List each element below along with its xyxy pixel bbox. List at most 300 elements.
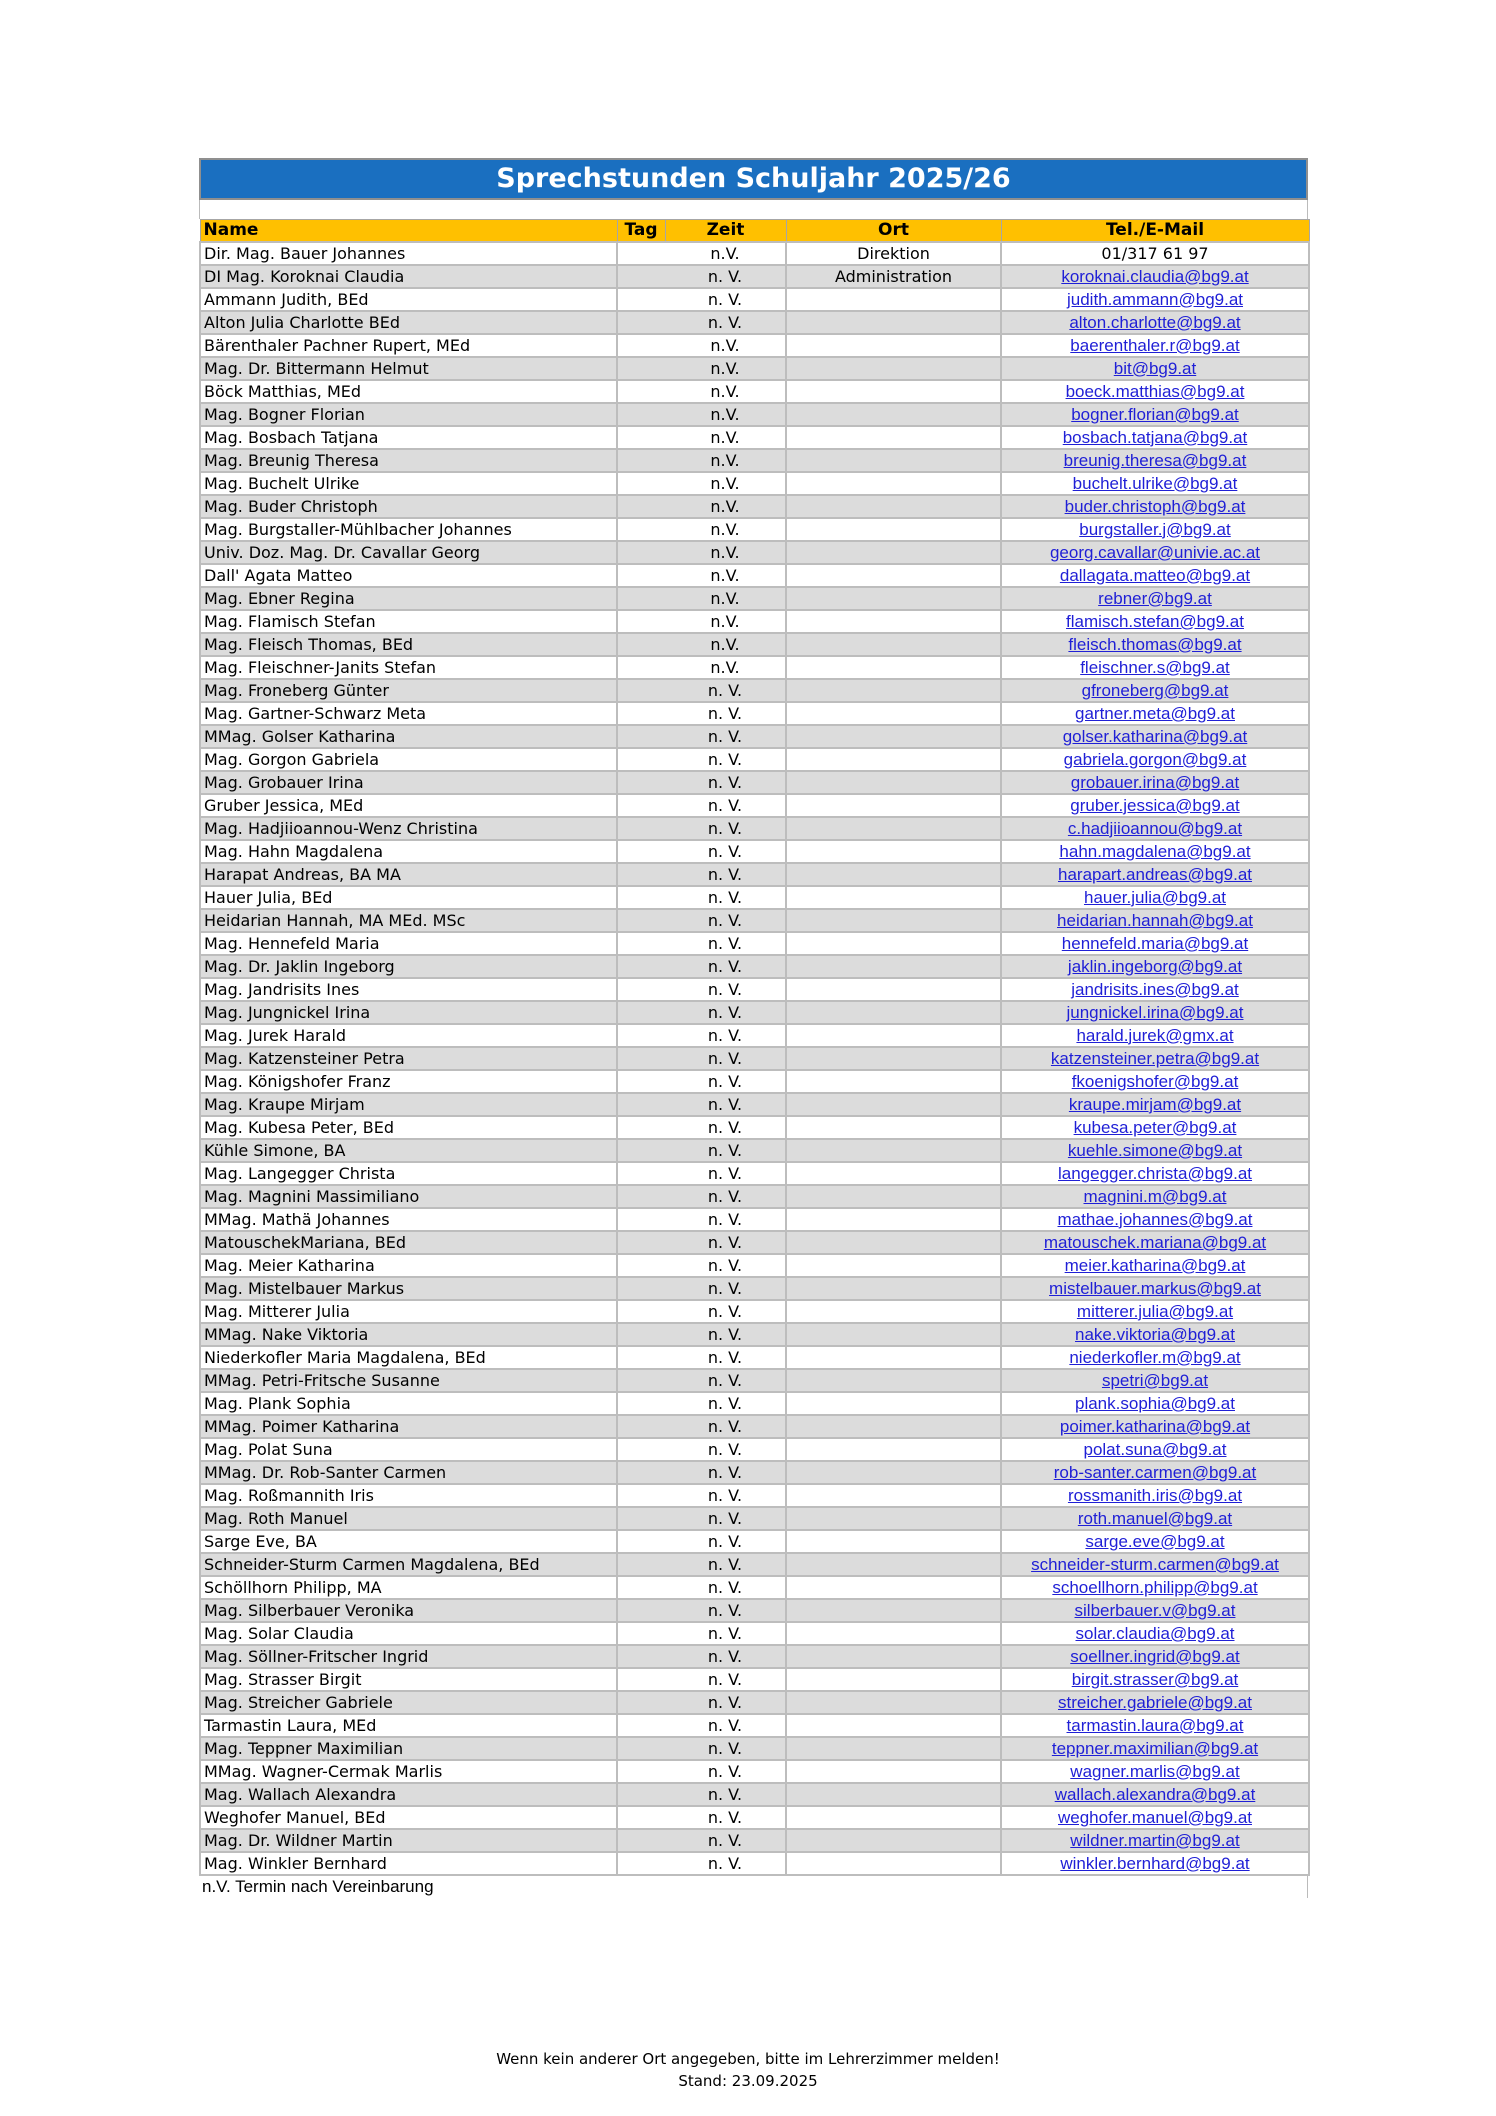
email-link[interactable]: polat.suna@bg9.at xyxy=(1083,1439,1227,1459)
table-row xyxy=(200,1484,1309,1507)
teacher-name: Mag. Jungnickel Irina xyxy=(200,1001,617,1024)
day-cell xyxy=(617,242,665,265)
day-cell xyxy=(617,633,665,656)
location-cell xyxy=(786,587,1001,610)
location-cell xyxy=(786,1645,1001,1668)
time-cell: n. V. xyxy=(665,1231,786,1254)
email-link[interactable]: kubesa.peter@bg9.at xyxy=(1073,1117,1237,1137)
location-cell xyxy=(786,1599,1001,1622)
teacher-name: Mag. Fleischner-Janits Stefan xyxy=(200,656,617,679)
email-link[interactable]: buchelt.ulrike@bg9.at xyxy=(1072,473,1238,493)
day-cell xyxy=(617,1024,665,1047)
time-cell: n. V. xyxy=(665,1484,786,1507)
email-link[interactable]: poimer.katharina@bg9.at xyxy=(1059,1416,1251,1436)
day-cell xyxy=(617,1323,665,1346)
teacher-name: Bärenthaler Pachner Rupert, MEd xyxy=(200,334,617,357)
time-cell: n. V. xyxy=(665,1645,786,1668)
teacher-name: Sarge Eve, BA xyxy=(200,1530,617,1553)
table-row xyxy=(200,564,1309,587)
location-cell xyxy=(786,1116,1001,1139)
email-link[interactable]: baerenthaler.r@bg9.at xyxy=(1070,335,1240,355)
teacher-name: MMag. Petri-Fritsche Susanne xyxy=(200,1369,617,1392)
location-cell xyxy=(786,1783,1001,1806)
table-row xyxy=(200,886,1309,909)
table-row xyxy=(200,1415,1309,1438)
location-cell xyxy=(786,679,1001,702)
teacher-name: MMag. Poimer Katharina xyxy=(200,1415,617,1438)
time-cell: n.V. xyxy=(665,587,786,610)
email-link[interactable]: bosbach.tatjana@bg9.at xyxy=(1062,427,1248,447)
email-link[interactable]: streicher.gabriele@bg9.at xyxy=(1058,1692,1252,1712)
location-cell xyxy=(786,1162,1001,1185)
column-header-ort: Ort xyxy=(786,220,1001,242)
teacher-name: Alton Julia Charlotte BEd xyxy=(200,311,617,334)
table-row xyxy=(200,1461,1309,1484)
contact-cell xyxy=(1001,725,1309,748)
contact-cell xyxy=(1001,1691,1309,1714)
email-link[interactable]: mitterer.julia@bg9.at xyxy=(1076,1301,1234,1321)
contact-cell xyxy=(1001,955,1309,978)
teacher-name: Mag. Roßmannith Iris xyxy=(200,1484,617,1507)
contact-cell xyxy=(1001,426,1309,449)
day-cell xyxy=(617,702,665,725)
table-row xyxy=(200,426,1309,449)
email-link[interactable]: dallagata.matteo@bg9.at xyxy=(1059,565,1251,585)
email-link[interactable]: buder.christoph@bg9.at xyxy=(1064,496,1246,516)
table-row xyxy=(200,311,1309,334)
teacher-name: Mag. Bogner Florian xyxy=(200,403,617,426)
contact-cell xyxy=(1001,1576,1309,1599)
time-cell: n. V. xyxy=(665,1691,786,1714)
teacher-name: DI Mag. Koroknai Claudia xyxy=(200,265,617,288)
location-cell xyxy=(786,1323,1001,1346)
email-link[interactable]: hennefeld.maria@bg9.at xyxy=(1061,933,1249,953)
time-cell: n. V. xyxy=(665,1553,786,1576)
teacher-name: Mag. Winkler Bernhard xyxy=(200,1852,617,1875)
day-cell xyxy=(617,1668,665,1691)
table-row xyxy=(200,1576,1309,1599)
location-cell xyxy=(786,656,1001,679)
day-cell xyxy=(617,1461,665,1484)
day-cell xyxy=(617,426,665,449)
email-link[interactable]: fleisch.thomas@bg9.at xyxy=(1068,634,1242,654)
location-cell xyxy=(786,702,1001,725)
email-link[interactable]: schneider-sturm.carmen@bg9.at xyxy=(1031,1554,1279,1574)
teacher-name: Mag. Roth Manuel xyxy=(200,1507,617,1530)
location-cell xyxy=(786,1047,1001,1070)
day-cell xyxy=(617,771,665,794)
contact-cell xyxy=(1001,1346,1309,1369)
contact-cell xyxy=(1001,633,1309,656)
day-cell xyxy=(617,449,665,472)
email-link[interactable]: nake.viktoria@bg9.at xyxy=(1075,1324,1235,1344)
table-row xyxy=(200,1645,1309,1668)
table-row xyxy=(200,1093,1309,1116)
email-link[interactable]: silberbauer.v@bg9.at xyxy=(1074,1600,1236,1620)
table-row xyxy=(200,1530,1309,1553)
footer-date: Stand: 23.09.2025 xyxy=(678,2072,818,2090)
teacher-name: Dall' Agata Matteo xyxy=(200,564,617,587)
contact-cell xyxy=(1001,1714,1309,1737)
location-cell xyxy=(786,541,1001,564)
table-row xyxy=(200,334,1309,357)
email-link[interactable]: judith.ammann@bg9.at xyxy=(1066,289,1244,309)
location-cell xyxy=(786,518,1001,541)
email-link[interactable]: soellner.ingrid@bg9.at xyxy=(1070,1646,1240,1666)
table-header-row xyxy=(200,220,1309,242)
table-row xyxy=(200,1231,1309,1254)
location-cell xyxy=(786,334,1001,357)
table-row xyxy=(200,449,1309,472)
teacher-name: Heidarian Hannah, MA MEd. MSc xyxy=(200,909,617,932)
email-link[interactable]: jandrisits.ines@bg9.at xyxy=(1071,979,1239,999)
table-row xyxy=(200,679,1309,702)
legend-note: n.V. Termin nach Vereinbarung xyxy=(199,1876,1308,1898)
time-cell: n. V. xyxy=(665,1829,786,1852)
time-cell: n. V. xyxy=(665,1277,786,1300)
time-cell: n. V. xyxy=(665,1392,786,1415)
email-link[interactable]: meier.katharina@bg9.at xyxy=(1064,1255,1246,1275)
day-cell xyxy=(617,472,665,495)
teacher-name: Mag. Fleisch Thomas, BEd xyxy=(200,633,617,656)
table-row xyxy=(200,794,1309,817)
table-row xyxy=(200,955,1309,978)
time-cell: n. V. xyxy=(665,1346,786,1369)
time-cell: n. V. xyxy=(665,1254,786,1277)
email-link[interactable]: golser.katharina@bg9.at xyxy=(1062,726,1248,746)
day-cell xyxy=(617,817,665,840)
email-link[interactable]: boeck.matthias@bg9.at xyxy=(1065,381,1245,401)
day-cell xyxy=(617,518,665,541)
email-link[interactable]: gruber.jessica@bg9.at xyxy=(1070,795,1240,815)
email-link[interactable]: teppner.maximilian@bg9.at xyxy=(1051,1738,1259,1758)
day-cell xyxy=(617,1507,665,1530)
teacher-name: Mag. Hennefeld Maria xyxy=(200,932,617,955)
time-cell: n.V. xyxy=(665,610,786,633)
footer xyxy=(0,2048,1496,2092)
contact-cell xyxy=(1001,288,1309,311)
location-cell xyxy=(786,380,1001,403)
email-link[interactable]: spetri@bg9.at xyxy=(1101,1370,1209,1390)
time-cell: n. V. xyxy=(665,1461,786,1484)
email-link[interactable]: gfroneberg@bg9.at xyxy=(1081,680,1229,700)
email-link[interactable]: mathae.johannes@bg9.at xyxy=(1057,1209,1253,1229)
teacher-name: Mag. Katzensteiner Petra xyxy=(200,1047,617,1070)
day-cell xyxy=(617,541,665,564)
contact-cell xyxy=(1001,1760,1309,1783)
day-cell xyxy=(617,1231,665,1254)
time-cell: n. V. xyxy=(665,1070,786,1093)
email-link[interactable]: hauer.julia@bg9.at xyxy=(1083,887,1227,907)
contact-cell xyxy=(1001,1668,1309,1691)
email-link[interactable]: magnini.m@bg9.at xyxy=(1083,1186,1227,1206)
contact-cell xyxy=(1001,1737,1309,1760)
email-link[interactable]: rebner@bg9.at xyxy=(1098,588,1212,608)
time-cell: n. V. xyxy=(665,1668,786,1691)
teacher-name: Mag. Meier Katharina xyxy=(200,1254,617,1277)
email-link[interactable]: wildner.martin@bg9.at xyxy=(1070,1830,1240,1850)
teacher-name: Mag. Hahn Magdalena xyxy=(200,840,617,863)
time-cell: n.V. xyxy=(665,403,786,426)
teacher-name: Mag. Breunig Theresa xyxy=(200,449,617,472)
table-row xyxy=(200,472,1309,495)
table-row xyxy=(200,495,1309,518)
teacher-name: Mag. Teppner Maximilian xyxy=(200,1737,617,1760)
column-header-name: Name xyxy=(200,220,617,242)
location-cell xyxy=(786,610,1001,633)
email-link[interactable]: harapart.andreas@bg9.at xyxy=(1058,864,1252,884)
contact-cell xyxy=(1001,909,1309,932)
day-cell xyxy=(617,1438,665,1461)
table-row xyxy=(200,1852,1309,1875)
email-link[interactable]: jungnickel.irina@bg9.at xyxy=(1066,1002,1244,1022)
teacher-name: Mag. Dr. Jaklin Ingeborg xyxy=(200,955,617,978)
email-link[interactable]: wagner.marlis@bg9.at xyxy=(1070,1761,1240,1781)
time-cell: n. V. xyxy=(665,1116,786,1139)
teacher-name: Mag. Flamisch Stefan xyxy=(200,610,617,633)
contact-cell xyxy=(1001,1415,1309,1438)
email-link[interactable]: heidarian.hannah@bg9.at xyxy=(1057,910,1253,930)
title-spacer xyxy=(199,200,1308,219)
location-cell xyxy=(786,1507,1001,1530)
time-cell: n. V. xyxy=(665,725,786,748)
teacher-name: Mag. Kraupe Mirjam xyxy=(200,1093,617,1116)
email-link[interactable]: birgit.strasser@bg9.at xyxy=(1071,1669,1239,1689)
email-link[interactable]: sarge.eve@bg9.at xyxy=(1085,1531,1225,1551)
table-row xyxy=(200,656,1309,679)
table-row xyxy=(200,1783,1309,1806)
time-cell: n. V. xyxy=(665,311,786,334)
teacher-name: Mag. Gorgon Gabriela xyxy=(200,748,617,771)
table-body xyxy=(200,242,1309,1875)
email-link[interactable]: winkler.bernhard@bg9.at xyxy=(1060,1853,1250,1873)
table-row xyxy=(200,932,1309,955)
table-row xyxy=(200,242,1309,265)
teacher-name: MMag. Golser Katharina xyxy=(200,725,617,748)
location-cell xyxy=(786,1415,1001,1438)
location-cell xyxy=(786,1806,1001,1829)
time-cell: n. V. xyxy=(665,1576,786,1599)
teacher-name: Mag. Burgstaller-Mühlbacher Johannes xyxy=(200,518,617,541)
teacher-name: Univ. Doz. Mag. Dr. Cavallar Georg xyxy=(200,541,617,564)
location-cell xyxy=(786,311,1001,334)
table-row xyxy=(200,1116,1309,1139)
teacher-name: Niederkofler Maria Magdalena, BEd xyxy=(200,1346,617,1369)
teacher-name: Mag. Mistelbauer Markus xyxy=(200,1277,617,1300)
teacher-name: Mag. Langegger Christa xyxy=(200,1162,617,1185)
day-cell xyxy=(617,1415,665,1438)
teacher-name: Mag. Dr. Bittermann Helmut xyxy=(200,357,617,380)
day-cell xyxy=(617,587,665,610)
teacher-name: Mag. Polat Suna xyxy=(200,1438,617,1461)
time-cell: n.V. xyxy=(665,449,786,472)
email-link[interactable]: rob-santer.carmen@bg9.at xyxy=(1053,1462,1257,1482)
day-cell xyxy=(617,1116,665,1139)
table-row xyxy=(200,587,1309,610)
time-cell: n. V. xyxy=(665,978,786,1001)
contact-cell xyxy=(1001,840,1309,863)
teacher-name: Mag. Kubesa Peter, BEd xyxy=(200,1116,617,1139)
time-cell: n. V. xyxy=(665,265,786,288)
contact-cell xyxy=(1001,334,1309,357)
contact-cell xyxy=(1001,1300,1309,1323)
table-row xyxy=(200,1001,1309,1024)
location-cell xyxy=(786,1714,1001,1737)
teacher-name: Mag. Magnini Massimiliano xyxy=(200,1185,617,1208)
table-row xyxy=(200,518,1309,541)
day-cell xyxy=(617,311,665,334)
contact-cell xyxy=(1001,1599,1309,1622)
time-cell: n. V. xyxy=(665,1714,786,1737)
email-link[interactable]: kraupe.mirjam@bg9.at xyxy=(1068,1094,1242,1114)
contact-cell xyxy=(1001,610,1309,633)
email-link[interactable]: solar.claudia@bg9.at xyxy=(1075,1623,1235,1643)
contact-cell xyxy=(1001,357,1309,380)
email-link[interactable]: fkoenigshofer@bg9.at xyxy=(1071,1071,1239,1091)
teacher-name: Mag. Streicher Gabriele xyxy=(200,1691,617,1714)
location-cell xyxy=(786,1668,1001,1691)
table-row xyxy=(200,817,1309,840)
contact-cell xyxy=(1001,1116,1309,1139)
teacher-name: Mag. Dr. Wildner Martin xyxy=(200,1829,617,1852)
day-cell xyxy=(617,1829,665,1852)
email-link[interactable]: plank.sophia@bg9.at xyxy=(1075,1393,1235,1413)
email-link[interactable]: bogner.florian@bg9.at xyxy=(1071,404,1239,424)
contact-cell xyxy=(1001,863,1309,886)
time-cell: n. V. xyxy=(665,1737,786,1760)
time-cell: n. V. xyxy=(665,748,786,771)
email-link[interactable]: gartner.meta@bg9.at xyxy=(1075,703,1235,723)
location-cell xyxy=(786,817,1001,840)
contact-cell xyxy=(1001,1139,1309,1162)
table-row xyxy=(200,1277,1309,1300)
time-cell: n. V. xyxy=(665,1599,786,1622)
teacher-name: Mag. Plank Sophia xyxy=(200,1392,617,1415)
email-link[interactable]: wallach.alexandra@bg9.at xyxy=(1054,1784,1256,1804)
table-row xyxy=(200,288,1309,311)
day-cell xyxy=(617,1369,665,1392)
email-link[interactable]: flamisch.stefan@bg9.at xyxy=(1066,611,1244,631)
email-link[interactable]: mistelbauer.markus@bg9.at xyxy=(1049,1278,1261,1298)
time-cell: n. V. xyxy=(665,288,786,311)
table-row xyxy=(200,541,1309,564)
day-cell xyxy=(617,1300,665,1323)
email-link[interactable]: langegger.christa@bg9.at xyxy=(1058,1163,1252,1183)
teacher-name: Mag. Froneberg Günter xyxy=(200,679,617,702)
email-link[interactable]: georg.cavallar@univie.ac.at xyxy=(1049,542,1261,562)
email-link[interactable]: schoellhorn.philipp@bg9.at xyxy=(1052,1577,1258,1597)
contact-cell xyxy=(1001,1507,1309,1530)
contact-cell xyxy=(1001,1553,1309,1576)
teacher-name: MMag. Nake Viktoria xyxy=(200,1323,617,1346)
day-cell xyxy=(617,1530,665,1553)
email-link[interactable]: niederkofler.m@bg9.at xyxy=(1069,1347,1241,1367)
email-link[interactable]: matouschek.mariana@bg9.at xyxy=(1043,1232,1267,1252)
email-link[interactable]: koroknai.claudia@bg9.at xyxy=(1061,266,1249,286)
location-cell xyxy=(786,1139,1001,1162)
table-row xyxy=(200,1714,1309,1737)
location-cell xyxy=(786,748,1001,771)
email-link[interactable]: harald.jurek@gmx.at xyxy=(1076,1025,1234,1045)
location-cell xyxy=(786,426,1001,449)
contact-cell xyxy=(1001,702,1309,725)
day-cell xyxy=(617,1208,665,1231)
table-row xyxy=(200,725,1309,748)
email-link[interactable]: kuehle.simone@bg9.at xyxy=(1067,1140,1243,1160)
teacher-name: Harapat Andreas, BA MA xyxy=(200,863,617,886)
day-cell xyxy=(617,840,665,863)
day-cell xyxy=(617,1622,665,1645)
email-link[interactable]: grobauer.irina@bg9.at xyxy=(1070,772,1240,792)
time-cell: n.V. xyxy=(665,564,786,587)
location-cell xyxy=(786,403,1001,426)
location-cell xyxy=(786,1024,1001,1047)
contact-cell xyxy=(1001,932,1309,955)
teacher-name: MMag. Dr. Rob-Santer Carmen xyxy=(200,1461,617,1484)
time-cell: n.V. xyxy=(665,472,786,495)
email-link[interactable]: breunig.theresa@bg9.at xyxy=(1063,450,1247,470)
table-row xyxy=(200,1208,1309,1231)
email-link[interactable]: bit@bg9.at xyxy=(1113,358,1197,378)
email-link[interactable]: roth.manuel@bg9.at xyxy=(1077,1508,1233,1528)
day-cell xyxy=(617,380,665,403)
email-link[interactable]: tarmastin.laura@bg9.at xyxy=(1066,1715,1244,1735)
teacher-name: Mag. Gartner-Schwarz Meta xyxy=(200,702,617,725)
time-cell: n. V. xyxy=(665,1530,786,1553)
location-cell xyxy=(786,1300,1001,1323)
time-cell: n.V. xyxy=(665,426,786,449)
contact-cell xyxy=(1001,1484,1309,1507)
contact-cell xyxy=(1001,1323,1309,1346)
table-row xyxy=(200,1691,1309,1714)
email-link[interactable]: rossmanith.iris@bg9.at xyxy=(1067,1485,1243,1505)
email-link[interactable]: weghofer.manuel@bg9.at xyxy=(1058,1807,1252,1827)
email-link[interactable]: burgstaller.j@bg9.at xyxy=(1079,519,1231,539)
table-row xyxy=(200,1162,1309,1185)
email-link[interactable]: gabriela.gorgon@bg9.at xyxy=(1063,749,1247,769)
table-row xyxy=(200,1392,1309,1415)
contact-cell xyxy=(1001,1185,1309,1208)
contact-cell xyxy=(1001,449,1309,472)
time-cell: n. V. xyxy=(665,1438,786,1461)
email-link[interactable]: hahn.magdalena@bg9.at xyxy=(1059,841,1251,861)
email-link[interactable]: fleischner.s@bg9.at xyxy=(1080,657,1230,677)
email-link[interactable]: alton.charlotte@bg9.at xyxy=(1069,312,1241,332)
email-link[interactable]: katzensteiner.petra@bg9.at xyxy=(1050,1048,1260,1068)
time-cell: n. V. xyxy=(665,1369,786,1392)
day-cell xyxy=(617,656,665,679)
location-cell xyxy=(786,1093,1001,1116)
email-link[interactable]: c.hadjiioannou@bg9.at xyxy=(1067,818,1243,838)
day-cell xyxy=(617,886,665,909)
location-cell xyxy=(786,794,1001,817)
email-link[interactable]: jaklin.ingeborg@bg9.at xyxy=(1067,956,1243,976)
table-row xyxy=(200,909,1309,932)
table-row xyxy=(200,771,1309,794)
time-cell: n. V. xyxy=(665,679,786,702)
table-row xyxy=(200,702,1309,725)
table-row xyxy=(200,1139,1309,1162)
footer-note: Wenn kein anderer Ort angegeben, bitte im Lehrerzimmer melden! xyxy=(496,2050,1000,2068)
contact-cell xyxy=(1001,495,1309,518)
table-row xyxy=(200,1438,1309,1461)
table-row xyxy=(200,1829,1309,1852)
day-cell xyxy=(617,564,665,587)
day-cell xyxy=(617,1645,665,1668)
teacher-name: Mag. Söllner-Fritscher Ingrid xyxy=(200,1645,617,1668)
location-cell xyxy=(786,1852,1001,1875)
table-row xyxy=(200,1323,1309,1346)
